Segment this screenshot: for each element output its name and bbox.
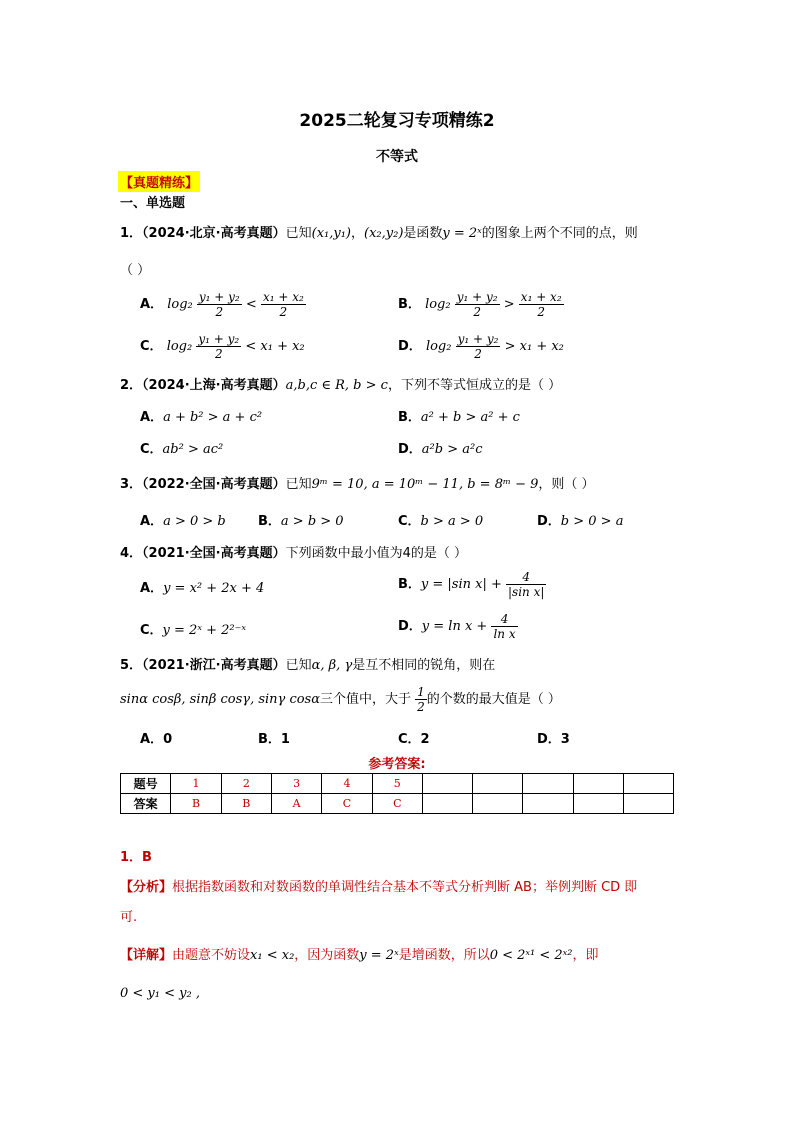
analysis-line-2: 可. <box>120 910 138 925</box>
denominator: |sin x| <box>508 585 545 599</box>
option-label: D． <box>398 619 422 634</box>
answer-paren: （ ） <box>120 263 151 278</box>
option-expr: b > a > 0 <box>420 514 484 529</box>
function-expr: y = 2ˣ <box>442 226 482 241</box>
option-label: C． <box>398 514 421 529</box>
table-cell: 3 <box>272 774 322 794</box>
trig-expr: sinα cosβ, sinβ cosγ, sinγ cosα <box>120 692 320 707</box>
analysis-line-1 <box>120 876 637 895</box>
option-expr: y = ln x + <box>421 619 492 634</box>
fraction <box>197 290 242 319</box>
denominator: 2 <box>279 305 288 319</box>
option-5d <box>537 728 570 747</box>
question-source: （2024·上海·高考真题） <box>142 378 286 393</box>
option-label: B． <box>258 732 281 747</box>
numerator: 4 <box>506 570 546 585</box>
option-label: D． <box>537 514 561 529</box>
solution-heading: 1．B <box>120 850 152 865</box>
answer-table <box>120 773 674 814</box>
option-3c <box>398 510 483 529</box>
detail-line-2: 0 < y₁ < y₂ , <box>120 986 200 1001</box>
log-prefix: log₂ <box>167 297 193 312</box>
table-cell: B <box>221 794 271 814</box>
option-label: D． <box>398 339 422 354</box>
option-5a <box>140 728 172 747</box>
page-title: 2025二轮复习专项精练2 <box>299 111 495 131</box>
option-label: A． <box>140 514 164 529</box>
option-label: C． <box>398 732 421 747</box>
option-3a <box>140 510 226 529</box>
table-cell <box>523 794 573 814</box>
relation: < x₁ + x₂ <box>245 339 305 354</box>
table-cell <box>573 794 623 814</box>
option-4a <box>140 577 264 596</box>
question-number: 1． <box>120 226 143 241</box>
question-text: 已知 <box>285 477 312 492</box>
option-value: 3 <box>560 732 570 747</box>
question-number: 5． <box>120 658 143 673</box>
table-cell: 1 <box>171 774 221 794</box>
fraction <box>491 612 517 641</box>
detail-expr: y = 2ˣ <box>359 948 399 963</box>
option-expr: ab² > ac² <box>162 442 224 457</box>
option-label: C． <box>140 442 163 457</box>
question-2 <box>120 374 561 393</box>
option-4c <box>140 619 246 638</box>
option-2d <box>398 438 482 457</box>
option-expr: a > b > 0 <box>280 514 344 529</box>
answer-title: 参考答案: <box>368 757 426 772</box>
relation: > x₁ + x₂ <box>504 339 564 354</box>
denominator: 2 <box>215 305 224 319</box>
table-cell <box>473 794 523 814</box>
option-label: A． <box>140 297 164 312</box>
option-expr: y = 2ˣ + 2²⁻ˣ <box>162 623 247 638</box>
table-cell: 5 <box>372 774 422 794</box>
option-1a <box>140 290 306 319</box>
question-source: （2022·全国·高考真题） <box>142 477 286 492</box>
option-1b <box>398 290 564 319</box>
question-number: 3． <box>120 477 143 492</box>
point-2: (x₂,y₂) <box>364 226 404 241</box>
table-cell <box>422 794 472 814</box>
question-text: 是函数 <box>403 226 443 241</box>
table-row <box>121 794 674 814</box>
question-text: 下列函数中最小值为4的是（ ） <box>285 546 468 561</box>
table-cell: A <box>272 794 322 814</box>
question-1 <box>120 222 638 241</box>
part-heading: 一、单选题 <box>120 196 186 211</box>
table-cell <box>473 774 523 794</box>
numerator: y₁ + y₂ <box>198 332 240 346</box>
detail-expr: 0 < 2ˣ¹ < 2ˣ² <box>489 948 573 963</box>
analysis-tag: 【分析】 <box>120 880 173 895</box>
table-cell <box>422 774 472 794</box>
detail-text: 是增函数，所以 <box>398 948 490 963</box>
numerator: x₁ + x₂ <box>262 290 304 304</box>
detail-expr: x₁ < x₂ <box>250 948 295 963</box>
denominator: 2 <box>214 347 223 361</box>
numerator: x₁ + x₂ <box>520 290 562 304</box>
question-4 <box>120 542 467 561</box>
table-cell: 4 <box>322 774 372 794</box>
page-subtitle: 不等式 <box>376 149 418 165</box>
denominator: 2 <box>537 305 546 319</box>
question-text: 三个值中，大于 <box>320 692 412 707</box>
condition-expr: a,b,c ∈ R, b > c <box>285 378 388 393</box>
fraction <box>506 570 546 599</box>
option-4b <box>398 570 546 599</box>
question-text: 是互不相同的锐角，则在 <box>352 658 496 673</box>
question-text: 已知 <box>285 658 312 673</box>
option-3b <box>258 510 344 529</box>
question-5 <box>120 654 495 673</box>
question-number: 2． <box>120 378 143 393</box>
log-prefix: log₂ <box>166 339 193 354</box>
question-5-line2 <box>120 685 561 714</box>
fraction <box>455 290 500 319</box>
option-label: D． <box>398 442 422 457</box>
option-value: 1 <box>280 732 290 747</box>
question-text: 的个数的最大值是（ ） <box>426 692 561 707</box>
question-source: （2021·全国·高考真题） <box>142 546 286 561</box>
question-number: 4． <box>120 546 143 561</box>
detail-text: 由题意不妨设 <box>172 948 251 963</box>
numerator: 1 <box>417 685 425 699</box>
option-value: 2 <box>420 732 430 747</box>
table-cell <box>623 794 673 814</box>
denominator: 2 <box>473 305 481 319</box>
question-text: 的图象上两个不同的点，则 <box>481 226 638 241</box>
table-head: 答案 <box>121 794 171 814</box>
option-2c <box>140 438 223 457</box>
numerator: 4 <box>491 612 517 627</box>
log-prefix: log₂ <box>425 339 452 354</box>
option-expr: b > 0 > a <box>560 514 624 529</box>
table-row <box>121 774 674 794</box>
option-expr: a²b > a²c <box>421 442 483 457</box>
numerator: y₁ + y₂ <box>456 290 498 304</box>
table-cell: 2 <box>221 774 271 794</box>
fraction <box>519 290 564 319</box>
separator: ， <box>351 226 365 241</box>
option-label: B． <box>258 514 281 529</box>
question-3 <box>120 473 595 492</box>
fraction <box>261 290 306 319</box>
option-2b <box>398 406 520 425</box>
option-4d <box>398 612 518 641</box>
table-cell <box>523 774 573 794</box>
option-expr: y = |sin x| + <box>420 577 507 592</box>
option-label: C． <box>140 623 163 638</box>
option-expr: y = x² + 2x + 4 <box>163 581 265 596</box>
option-label: B． <box>398 410 421 425</box>
denominator: ln x <box>493 627 516 641</box>
option-label: B． <box>398 297 421 312</box>
option-label: B． <box>398 577 421 592</box>
option-label: D． <box>537 732 561 747</box>
table-cell <box>623 774 673 794</box>
fraction-half <box>415 685 427 714</box>
point-1: (x₁,y₁) <box>311 226 351 241</box>
option-expr: a + b² > a + c² <box>163 410 263 425</box>
angles-expr: α, β, γ <box>311 658 353 673</box>
option-1c <box>140 332 305 361</box>
option-5b <box>258 728 290 747</box>
option-expr: a > 0 > b <box>163 514 226 529</box>
question-source: （2021·浙江·高考真题） <box>142 658 286 673</box>
fraction <box>456 332 501 361</box>
question-text: ，下列不等式恒成立的是（ ） <box>387 378 562 393</box>
detail-line-1 <box>120 944 599 963</box>
condition-expr: 9ᵐ = 10, a = 10ᵐ − 11, b = 8ᵐ − 9 <box>311 477 539 492</box>
denominator: 2 <box>417 700 425 714</box>
question-source: （2024·北京·高考真题） <box>142 226 286 241</box>
analysis-text: 根据指数函数和对数函数的单调性结合基本不等式分析判断 AB；举例判断 CD 即 <box>172 880 638 895</box>
table-cell: C <box>372 794 422 814</box>
table-cell: B <box>171 794 221 814</box>
option-label: A． <box>140 410 164 425</box>
section-tag: 【真题精练】 <box>118 171 200 192</box>
detail-tag: 【详解】 <box>120 948 173 963</box>
detail-text: ，即 <box>572 948 599 963</box>
table-cell: C <box>322 794 372 814</box>
log-prefix: log₂ <box>425 297 451 312</box>
question-text: ，则（ ） <box>538 477 595 492</box>
option-1d <box>398 332 564 361</box>
numerator: y₁ + y₂ <box>457 332 499 346</box>
option-value: 0 <box>163 732 173 747</box>
fraction <box>196 332 241 361</box>
option-label: A． <box>140 581 164 596</box>
option-5c <box>398 728 430 747</box>
numerator: y₁ + y₂ <box>198 290 240 304</box>
option-3d <box>537 510 623 529</box>
table-head: 题号 <box>121 774 171 794</box>
denominator: 2 <box>474 347 482 361</box>
relation: < <box>245 297 257 312</box>
option-label: A． <box>140 732 164 747</box>
relation: > <box>503 297 515 312</box>
option-label: C． <box>140 339 163 354</box>
option-expr: a² + b > a² + c <box>420 410 520 425</box>
option-2a <box>140 406 262 425</box>
table-cell <box>573 774 623 794</box>
question-text: 已知 <box>285 226 312 241</box>
detail-text: ，因为函数 <box>294 948 360 963</box>
